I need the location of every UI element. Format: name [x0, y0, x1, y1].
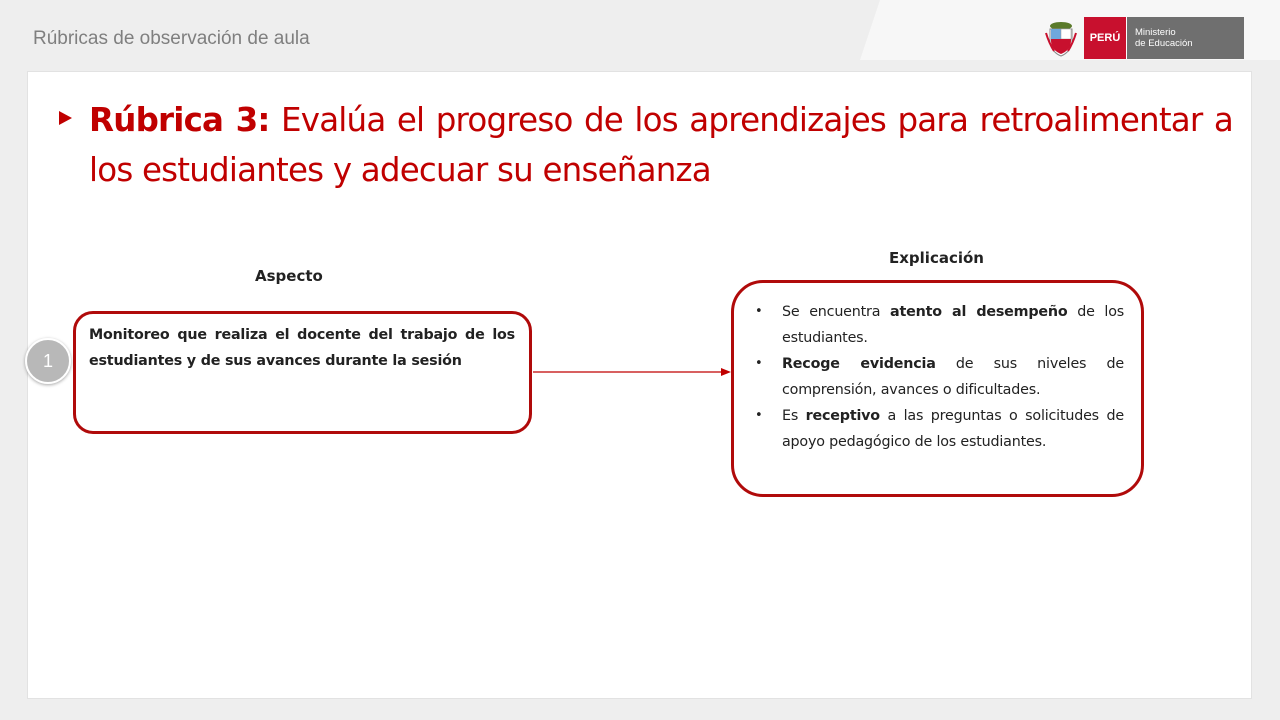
- connector-arrow: [533, 364, 733, 380]
- explanation-item: • Se encuentra atento al desempeño de los estudiantes.: [752, 299, 1124, 351]
- bullet-dot: •: [755, 304, 763, 319]
- slide-title: [89, 95, 1233, 195]
- ministry-logo: [1044, 17, 1244, 59]
- aspect-label: Aspecto: [255, 267, 323, 285]
- title-rest: Evalúa el progreso de los aprendizajes para retroalimentar a los estudiantes y adecuar su enseñanza: [89, 101, 1234, 189]
- explanation-label: Explicación: [889, 249, 984, 267]
- peru-label: PERÚ: [1084, 17, 1126, 59]
- bullet-dot: •: [755, 356, 763, 371]
- explanation-item: • Recoge evidencia de sus niveles de comprensión, avances o dificultades.: [752, 351, 1124, 403]
- triangle-bullet-icon: [59, 111, 72, 125]
- explanation-list: [752, 299, 1124, 455]
- bullet-dot: •: [755, 408, 763, 423]
- explanation-item: • Es receptivo a las preguntas o solicitudes de apoyo pedagógico de los estudiantes.: [752, 403, 1124, 455]
- aspect-number-badge: 1: [25, 338, 71, 384]
- coat-of-arms-icon: [1044, 17, 1078, 59]
- aspect-text: Monitoreo que realiza el docente del trabajo de los estudiantes y de sus avances durante la sesión: [89, 327, 515, 369]
- ministry-line2: de Educación: [1135, 38, 1193, 49]
- header-title: Rúbricas de observación de aula: [33, 28, 310, 49]
- ministry-label: [1126, 17, 1244, 59]
- title-bold: Rúbrica 3:: [89, 101, 270, 139]
- ministry-line1: Ministerio: [1135, 27, 1176, 38]
